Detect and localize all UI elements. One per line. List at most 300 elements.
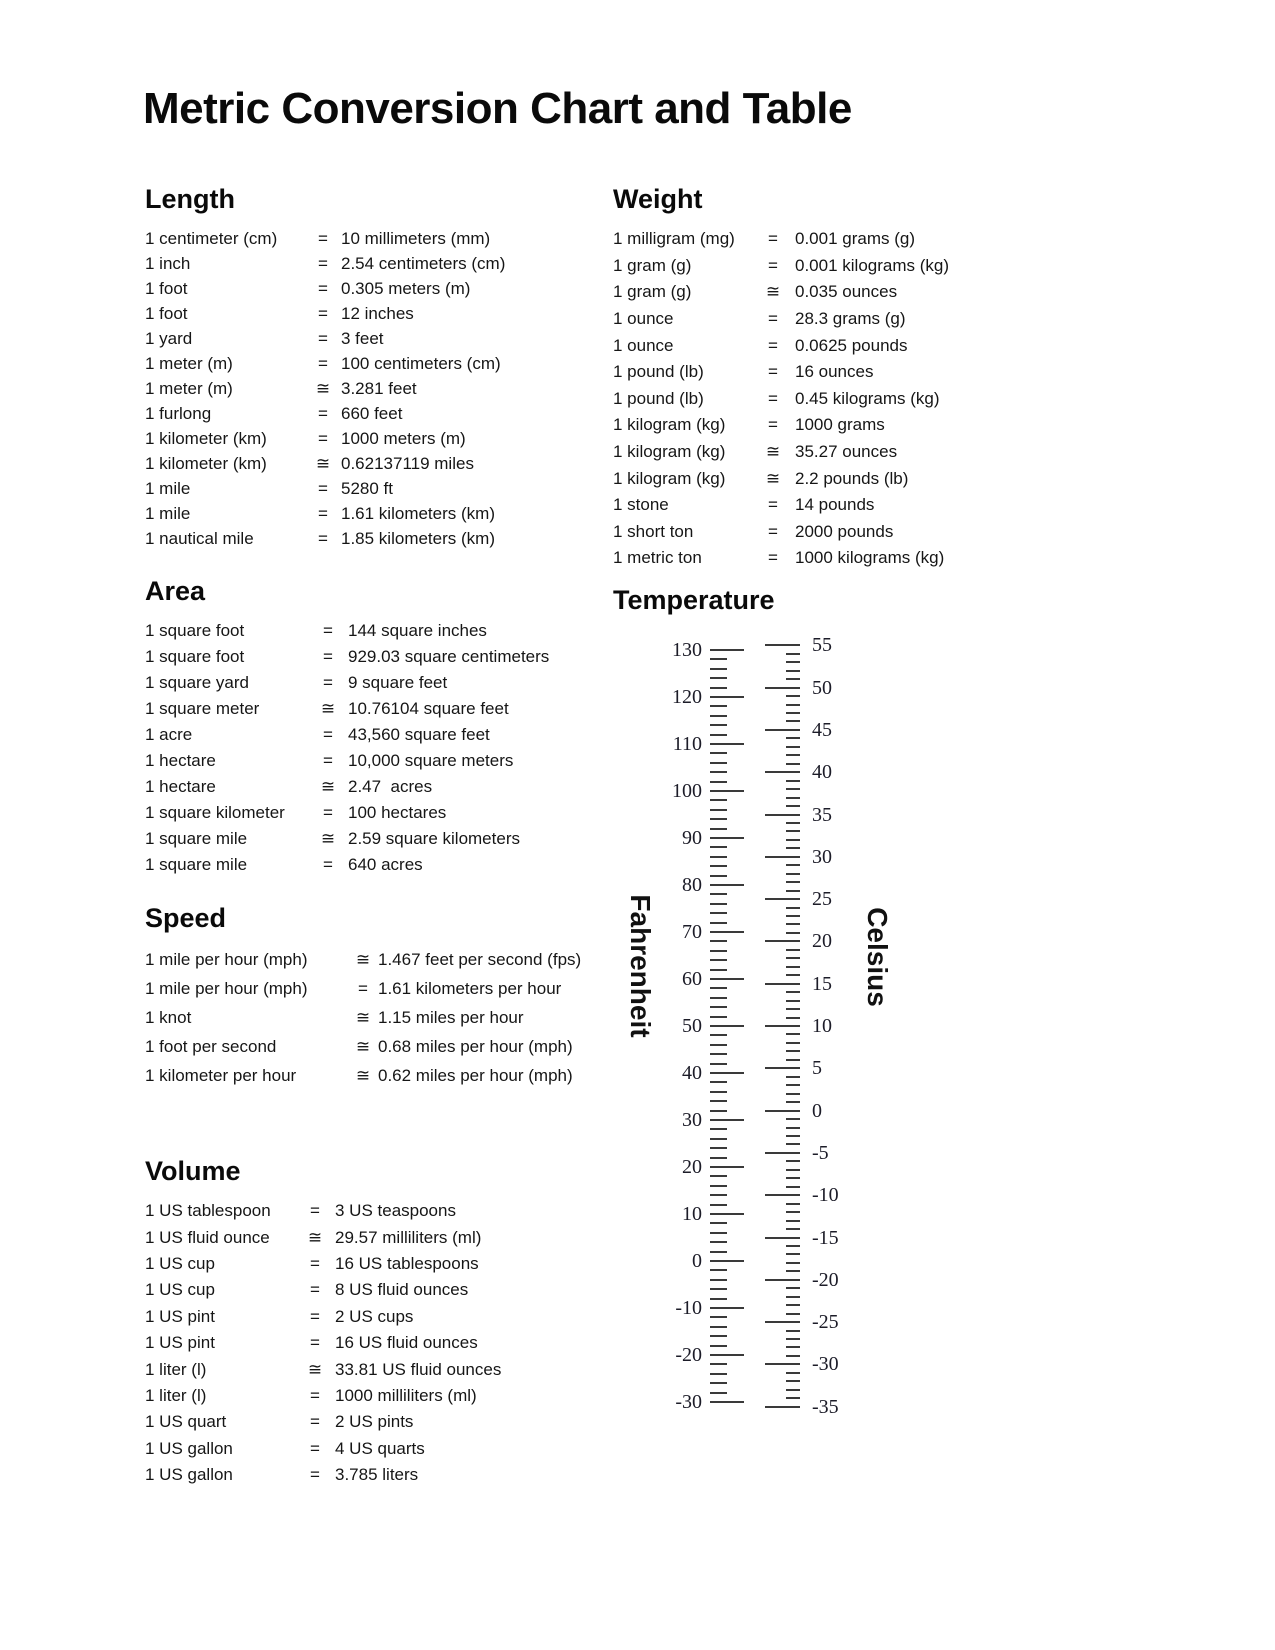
celsius-minor-tick (786, 1169, 800, 1171)
conversion-row (145, 696, 549, 722)
weight-section (613, 184, 949, 572)
fahrenheit-minor-tick (710, 1091, 727, 1093)
fahrenheit-axis-title: Fahrenheit (625, 894, 656, 1038)
unit-label: 1 square kilometer (145, 803, 285, 822)
celsius-minor-tick (786, 1160, 800, 1162)
conversion-row (145, 1003, 581, 1032)
unit-label: 1 mile (145, 503, 191, 523)
celsius-minor-tick (786, 1076, 800, 1078)
celsius-tick-label: -30 (812, 1353, 839, 1376)
weight-rows (613, 226, 949, 572)
unit-label: 1 kilogram (kg) (613, 468, 726, 488)
fahrenheit-major-tick (710, 1166, 744, 1168)
fahrenheit-minor-tick (710, 893, 727, 895)
celsius-minor-tick (786, 1042, 800, 1044)
celsius-minor-tick (786, 1118, 800, 1120)
unit-label: 1 hectare (145, 777, 216, 796)
relation-symbol: ≅ (765, 468, 781, 488)
celsius-minor-tick (786, 1296, 800, 1298)
conversion-row (613, 465, 949, 492)
fahrenheit-minor-tick (710, 1194, 727, 1196)
celsius-major-tick (765, 1363, 800, 1365)
conversion-row (145, 1251, 501, 1277)
relation-symbol: ≅ (307, 1227, 323, 1247)
fahrenheit-minor-tick (710, 1044, 727, 1046)
converted-value: 1.61 kilometers (km) (341, 503, 495, 523)
fahrenheit-minor-tick (710, 865, 727, 867)
celsius-minor-tick (786, 1093, 800, 1095)
fahrenheit-minor-tick (710, 856, 727, 858)
celsius-tick-label: 35 (812, 803, 832, 826)
celsius-major-tick (765, 1110, 800, 1112)
conversion-row (613, 412, 949, 439)
unit-label: 1 ounce (613, 335, 674, 355)
celsius-minor-tick (786, 822, 800, 824)
celsius-major-tick (765, 1194, 800, 1196)
converted-value: 1.61 kilometers per hour (378, 978, 562, 998)
relation-symbol: = (323, 803, 333, 822)
conversion-row (613, 492, 949, 519)
celsius-minor-tick (786, 712, 800, 714)
unit-label: 1 liter (l) (145, 1385, 207, 1405)
unit-label: 1 US tablespoon (145, 1201, 271, 1221)
celsius-major-tick (765, 940, 800, 942)
converted-value: 660 feet (341, 403, 403, 423)
converted-value: 0.001 kilograms (kg) (795, 255, 950, 275)
temperature-heading: Temperature (613, 585, 775, 615)
unit-label: 1 metric ton (613, 548, 702, 568)
relation-symbol: = (323, 751, 333, 770)
fahrenheit-tick-label: 10 (682, 1203, 702, 1225)
celsius-major-tick (765, 856, 800, 858)
fahrenheit-minor-tick (710, 1175, 727, 1177)
conversion-row (145, 1224, 501, 1250)
relation-symbol: = (323, 621, 333, 640)
celsius-tick-label: 50 (812, 676, 832, 699)
fahrenheit-minor-tick (710, 1204, 727, 1206)
conversion-row (145, 326, 505, 351)
converted-value: 2000 pounds (795, 521, 894, 541)
unit-label: 1 foot per second (145, 1036, 277, 1056)
unit-label: 1 meter (m) (145, 378, 233, 398)
relation-symbol: = (310, 1201, 320, 1221)
converted-value: 16 US tablespoons (335, 1253, 479, 1273)
celsius-minor-tick (786, 1059, 800, 1061)
celsius-tick-label: 45 (812, 718, 832, 741)
conversion-row (613, 439, 949, 466)
conversion-row (145, 1304, 501, 1330)
fahrenheit-major-tick (710, 1072, 744, 1074)
conversion-row (145, 1032, 581, 1061)
relation-symbol: = (768, 229, 778, 249)
unit-label: 1 US quart (145, 1412, 227, 1432)
converted-value: 640 acres (348, 855, 423, 874)
fahrenheit-minor-tick (710, 1241, 727, 1243)
speed-rows (145, 945, 581, 1090)
celsius-minor-tick (786, 1000, 800, 1002)
length-heading: Length (145, 184, 235, 214)
celsius-minor-tick (786, 1287, 800, 1289)
fahrenheit-major-tick (710, 790, 744, 792)
relation-symbol: = (318, 403, 328, 423)
relation-symbol: = (768, 255, 778, 275)
fahrenheit-tick-label: -10 (675, 1297, 702, 1319)
converted-value: 0.035 ounces (795, 282, 898, 302)
relation-symbol: = (310, 1333, 320, 1353)
celsius-minor-tick (786, 1177, 800, 1179)
speed-heading: Speed (145, 903, 227, 933)
unit-label: 1 square foot (145, 621, 245, 640)
relation-symbol: = (358, 978, 368, 998)
fahrenheit-minor-tick (710, 1279, 727, 1281)
celsius-major-tick (765, 644, 800, 646)
converted-value: 9 square feet (348, 673, 448, 692)
celsius-minor-tick (786, 974, 800, 976)
conversion-row (145, 800, 549, 826)
fahrenheit-major-tick (710, 931, 744, 933)
converted-value: 100 hectares (348, 803, 447, 822)
celsius-minor-tick (786, 1203, 800, 1205)
relation-symbol: = (318, 528, 328, 548)
relation-symbol: = (318, 328, 328, 348)
relation-symbol: ≅ (355, 949, 371, 969)
conversion-row (145, 852, 549, 878)
celsius-minor-tick (786, 1008, 800, 1010)
converted-value: 35.27 ounces (795, 442, 898, 462)
fahrenheit-minor-tick (710, 715, 727, 717)
fahrenheit-minor-tick (710, 1185, 727, 1187)
relation-symbol: ≅ (307, 1359, 323, 1379)
fahrenheit-minor-tick (710, 1147, 727, 1149)
celsius-minor-tick (786, 788, 800, 790)
relation-symbol: = (318, 353, 328, 373)
celsius-minor-tick (786, 1253, 800, 1255)
celsius-minor-tick (786, 881, 800, 883)
celsius-minor-tick (786, 720, 800, 722)
converted-value: 1000 kilograms (kg) (795, 548, 945, 568)
conversion-row (145, 451, 505, 476)
celsius-minor-tick (786, 1220, 800, 1222)
celsius-minor-tick (786, 907, 800, 909)
relation-symbol: = (768, 495, 778, 515)
celsius-tick-label: 10 (812, 1015, 832, 1037)
celsius-tick-label: -5 (812, 1141, 829, 1164)
converted-value: 0.62137119 miles (341, 453, 474, 473)
celsius-minor-tick (786, 1017, 800, 1019)
unit-label: 1 kilogram (kg) (613, 442, 726, 462)
celsius-minor-tick (786, 661, 800, 663)
conversion-row (613, 279, 949, 306)
fahrenheit-minor-tick (710, 912, 727, 914)
relation-symbol: = (323, 647, 333, 666)
converted-value: 1000 milliliters (ml) (335, 1385, 477, 1405)
fahrenheit-minor-tick (710, 1335, 727, 1337)
relation-symbol: ≅ (320, 699, 336, 718)
celsius-minor-tick (786, 915, 800, 917)
fahrenheit-minor-tick (710, 1288, 727, 1290)
relation-symbol: = (310, 1385, 320, 1405)
celsius-minor-tick (786, 754, 800, 756)
fahrenheit-minor-tick (710, 1363, 727, 1365)
converted-value: 10 millimeters (mm) (341, 228, 491, 248)
unit-label: 1 square mile (145, 829, 248, 848)
fahrenheit-tick-label: 120 (672, 686, 702, 708)
unit-label: 1 short ton (613, 521, 694, 541)
relation-symbol: ≅ (765, 282, 781, 302)
conversion-row (145, 276, 505, 301)
fahrenheit-minor-tick (710, 781, 727, 783)
relation-symbol: = (310, 1253, 320, 1273)
relation-symbol: = (318, 253, 328, 273)
celsius-minor-tick (786, 1143, 800, 1145)
converted-value: 1.15 miles per hour (378, 1007, 524, 1027)
converted-value: 0.305 meters (m) (341, 278, 471, 298)
celsius-major-tick (765, 1279, 800, 1281)
conversion-row (145, 1198, 501, 1224)
volume-section (145, 1156, 501, 1488)
converted-value: 0.0625 pounds (795, 335, 908, 355)
relation-symbol: = (310, 1465, 320, 1485)
celsius-tick-label: 5 (812, 1057, 822, 1080)
fahrenheit-minor-tick (710, 903, 727, 905)
fahrenheit-minor-tick (710, 922, 727, 924)
converted-value: 2.59 square kilometers (348, 829, 520, 848)
celsius-minor-tick (786, 1346, 800, 1348)
weight-heading: Weight (613, 184, 703, 214)
celsius-minor-tick (786, 1186, 800, 1188)
fahrenheit-minor-tick (710, 1222, 727, 1224)
fahrenheit-minor-tick (710, 969, 727, 971)
celsius-minor-tick (786, 1389, 800, 1391)
fahrenheit-minor-tick (710, 668, 727, 670)
unit-label: 1 kilogram (kg) (613, 415, 726, 435)
conversion-row (613, 306, 949, 333)
fahrenheit-minor-tick (710, 875, 727, 877)
relation-symbol: = (768, 335, 778, 355)
unit-label: 1 kilometer (km) (145, 428, 267, 448)
celsius-tick-label: -15 (812, 1226, 839, 1249)
length-section (145, 184, 505, 551)
relation-symbol: = (310, 1412, 320, 1432)
celsius-minor-tick (786, 763, 800, 765)
fahrenheit-tick-label: 30 (682, 1109, 702, 1131)
conversion-row (145, 670, 549, 696)
celsius-minor-tick (786, 847, 800, 849)
fahrenheit-major-tick (710, 1213, 744, 1215)
fahrenheit-tick-label: 50 (682, 1015, 702, 1037)
converted-value: 100 centimeters (cm) (341, 353, 501, 373)
fahrenheit-major-tick (710, 884, 744, 886)
celsius-minor-tick (786, 873, 800, 875)
unit-label: 1 acre (145, 725, 193, 744)
converted-value: 2.2 pounds (lb) (795, 468, 909, 488)
celsius-minor-tick (786, 1211, 800, 1213)
relation-symbol: ≅ (320, 829, 336, 848)
converted-value: 1.85 kilometers (km) (341, 528, 495, 548)
relation-symbol: = (310, 1306, 320, 1326)
unit-label: 1 mile per hour (mph) (145, 949, 308, 969)
fahrenheit-minor-tick (710, 818, 727, 820)
conversion-row (145, 251, 505, 276)
celsius-minor-tick (786, 1228, 800, 1230)
celsius-major-tick (765, 687, 800, 689)
unit-label: 1 gram (g) (613, 255, 692, 275)
unit-label: 1 ounce (613, 309, 674, 329)
conversion-row (145, 501, 505, 526)
fahrenheit-minor-tick (710, 799, 727, 801)
unit-label: 1 square yard (145, 673, 249, 692)
area-heading: Area (145, 576, 206, 606)
relation-symbol: = (323, 725, 333, 744)
celsius-tick-label: -25 (812, 1311, 839, 1334)
converted-value: 2 US pints (335, 1412, 414, 1432)
fahrenheit-major-tick (710, 649, 744, 651)
celsius-minor-tick (786, 746, 800, 748)
celsius-tick-label: -20 (812, 1268, 839, 1291)
celsius-major-tick (765, 1025, 800, 1027)
fahrenheit-minor-tick (710, 987, 727, 989)
converted-value: 5280 ft (341, 478, 393, 498)
relation-symbol: = (318, 278, 328, 298)
celsius-minor-tick (786, 932, 800, 934)
celsius-minor-tick (786, 830, 800, 832)
relation-symbol: ≅ (320, 777, 336, 796)
fahrenheit-minor-tick (710, 997, 727, 999)
celsius-major-tick (765, 983, 800, 985)
fahrenheit-minor-tick (710, 1157, 727, 1159)
converted-value: 1000 grams (795, 415, 885, 435)
fahrenheit-minor-tick (710, 762, 727, 764)
unit-label: 1 knot (145, 1007, 192, 1027)
celsius-major-tick (765, 814, 800, 816)
celsius-minor-tick (786, 737, 800, 739)
fahrenheit-tick-label: 80 (682, 874, 702, 896)
conversion-row (145, 1356, 501, 1382)
celsius-minor-tick (786, 780, 800, 782)
relation-symbol: ≅ (355, 1065, 371, 1085)
fahrenheit-major-tick (710, 1119, 744, 1121)
celsius-minor-tick (786, 653, 800, 655)
fahrenheit-minor-tick (710, 940, 727, 942)
relation-symbol: = (768, 362, 778, 382)
celsius-tick-label: -10 (812, 1184, 839, 1207)
celsius-tick-label: 55 (812, 634, 832, 657)
fahrenheit-tick-label: -30 (675, 1391, 702, 1413)
relation-symbol: = (323, 673, 333, 692)
fahrenheit-minor-tick (710, 1345, 727, 1347)
fahrenheit-minor-tick (710, 950, 727, 952)
length-rows (145, 226, 505, 551)
converted-value: 2.54 centimeters (cm) (341, 253, 506, 273)
converted-value: 3 feet (341, 328, 384, 348)
fahrenheit-minor-tick (710, 1016, 727, 1018)
celsius-minor-tick (786, 966, 800, 968)
conversion-row (145, 1409, 501, 1435)
relation-symbol: = (768, 309, 778, 329)
unit-label: 1 liter (l) (145, 1359, 207, 1379)
fahrenheit-tick-label: 40 (682, 1062, 702, 1084)
relation-symbol: = (310, 1280, 320, 1300)
fahrenheit-minor-tick (710, 677, 727, 679)
conversion-row (145, 722, 549, 748)
celsius-minor-tick (786, 1313, 800, 1315)
celsius-minor-tick (786, 1372, 800, 1374)
conversion-row (145, 748, 549, 774)
conversion-row (613, 332, 949, 359)
fahrenheit-minor-tick (710, 1382, 727, 1384)
unit-label: 1 US cup (145, 1280, 215, 1300)
relation-symbol: = (768, 548, 778, 568)
celsius-minor-tick (786, 1380, 800, 1382)
celsius-minor-tick (786, 1262, 800, 1264)
converted-value: 29.57 milliliters (ml) (335, 1227, 482, 1247)
conversion-row (145, 774, 549, 800)
fahrenheit-minor-tick (710, 1251, 727, 1253)
celsius-major-tick (765, 729, 800, 731)
celsius-minor-tick (786, 991, 800, 993)
celsius-tick-label: 20 (812, 930, 832, 953)
unit-label: 1 kilometer (km) (145, 453, 267, 473)
fahrenheit-minor-tick (710, 771, 727, 773)
celsius-minor-tick (786, 1135, 800, 1137)
conversion-row (145, 945, 581, 974)
fahrenheit-major-tick (710, 978, 744, 980)
conversion-row (613, 359, 949, 386)
conversion-row (145, 1383, 501, 1409)
celsius-major-tick (765, 898, 800, 900)
fahrenheit-minor-tick (710, 1373, 727, 1375)
fahrenheit-minor-tick (710, 1081, 727, 1083)
relation-symbol: = (318, 428, 328, 448)
unit-label: 1 US gallon (145, 1465, 233, 1485)
fahrenheit-major-tick (710, 1260, 744, 1262)
converted-value: 0.62 miles per hour (mph) (378, 1065, 573, 1085)
celsius-major-tick (765, 1406, 800, 1408)
relation-symbol: = (768, 388, 778, 408)
celsius-tick-label: 0 (812, 1099, 822, 1122)
conversion-row (145, 351, 505, 376)
conversion-row (613, 519, 949, 546)
fahrenheit-minor-tick (710, 809, 727, 811)
relation-symbol: ≅ (355, 1036, 371, 1056)
conversion-row (613, 545, 949, 572)
celsius-tick-label: 15 (812, 972, 832, 995)
celsius-minor-tick (786, 949, 800, 951)
fahrenheit-minor-tick (710, 828, 727, 830)
conversion-row (145, 376, 505, 401)
celsius-major-tick (765, 1067, 800, 1069)
celsius-minor-tick (786, 923, 800, 925)
fahrenheit-tick-label: 90 (682, 827, 702, 849)
fahrenheit-minor-tick (710, 1053, 727, 1055)
celsius-minor-tick (786, 1050, 800, 1052)
conversion-row (145, 526, 505, 551)
relation-symbol: ≅ (315, 378, 331, 398)
fahrenheit-tick-label: 70 (682, 921, 702, 943)
fahrenheit-minor-tick (710, 1110, 727, 1112)
unit-label: 1 inch (145, 253, 191, 273)
converted-value: 929.03 square centimeters (348, 647, 550, 666)
celsius-minor-tick (786, 1127, 800, 1129)
celsius-minor-tick (786, 839, 800, 841)
celsius-minor-tick (786, 1245, 800, 1247)
converted-value: 2 US cups (335, 1306, 414, 1326)
relation-symbol: = (768, 521, 778, 541)
celsius-minor-tick (786, 1304, 800, 1306)
fahrenheit-minor-tick (710, 1006, 727, 1008)
area-rows (145, 618, 549, 878)
celsius-minor-tick (786, 864, 800, 866)
